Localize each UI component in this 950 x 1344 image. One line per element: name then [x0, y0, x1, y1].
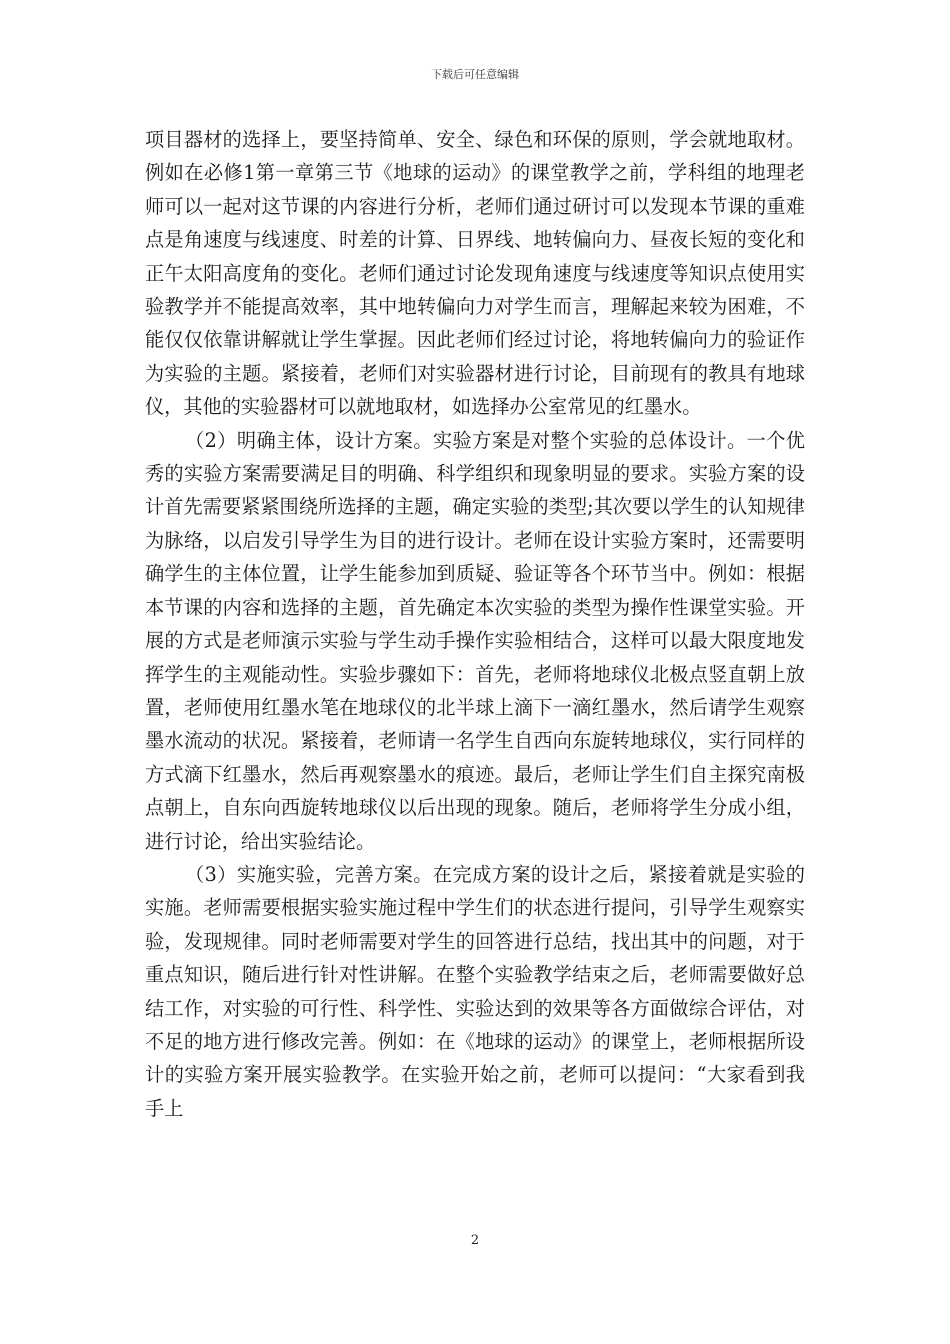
document-body — [145, 123, 805, 1125]
paragraph-implement-experiment: （3）实施实验，完善方案。在完成方案的设计之后，紧接着就是实验的实施。老师需要根据实验实施过程中学生们的状态进行提问，引导学生观察实验，发现规律。同时老师需要对学生的回答进行总结，找出其中的问题，对于重点知识，随后进行针对性讲解。在整个实验教学结束之后，老师需要做好总结工作，对实验的可行性、科学性、实验达到的效果等各方面做综合评估，对不足的地方进行修改完善。例如：在《地球的运动》的课堂上，老师根据所设计的实验方案开展实验教学。在实验开始之前，老师可以提问：“大家看到我手上 — [145, 862, 805, 1120]
page-number: 2 — [470, 1233, 480, 1248]
paragraph-design-plan: （2）明确主体，设计方案。实验方案是对整个实验的总体设计。一个优秀的实验方案需要满足目的明确、科学组织和现象明显的要求。实验方案的设计首先需要紧紧围绕所选择的主题，确定实验的类型;其次要以学生的认知规律为脉络，以启发引导学生为目的进行设计。老师在设计实验方案时，还需要明确学生的主体位置，让学生能参加到质疑、验证等各个环节当中。例如：根据本节课的内容和选择的主题，首先确定本次实验的类型为操作性课堂实验。开展的方式是老师演示实验与学生动手操作实验相结合，这样可以最大限度地发挥学生的主观能动性。实验步骤如下：首先，老师将地球仪北极点竖直朝上放置，老师使用红墨水笔在地球仪的北半球上滴下一滴红墨水，然后请学生观察墨水流动的状况。紧接着，老师请一名学生自西向东旋转地球仪，实行同样的方式滴下红墨水，然后再观察墨水的痕迹。最后，老师让学生们自主探究南极点朝上，自东向西旋转地球仪以后出现的现象。随后，老师将学生分成小组，进行讨论，给出实验结论。 — [145, 428, 805, 853]
page-header: 下载后可任意编辑 — [431, 68, 519, 81]
paragraph-continuation: 项目器材的选择上，要坚持简单、安全、绿色和环保的原则，学会就地取材。例如在必修1第一章第三节《地球的运动》的课堂教学之前，学科组的地理老师可以一起对这节课的内容进行分析，老师们通过研讨可以发现本节课的重难点是角速度与线速度、时差的计算、日界线、地转偏向力、昼夜长短的变化和正午太阳高度角的变化。老师们通过讨论发现角速度与线速度等知识点使用实验教学并不能提高效率，其中地转偏向力对学生而言，理解起来较为困难，不能仅仅依靠讲解就让学生掌握。因此老师们经过讨论，将地转偏向力的验证作为实验的主题。紧接着，老师们对实验器材进行讨论，目前现有的教具有地球仪，其他的实验器材可以就地取材，如选择办公室常见的红墨水。 — [145, 128, 805, 419]
